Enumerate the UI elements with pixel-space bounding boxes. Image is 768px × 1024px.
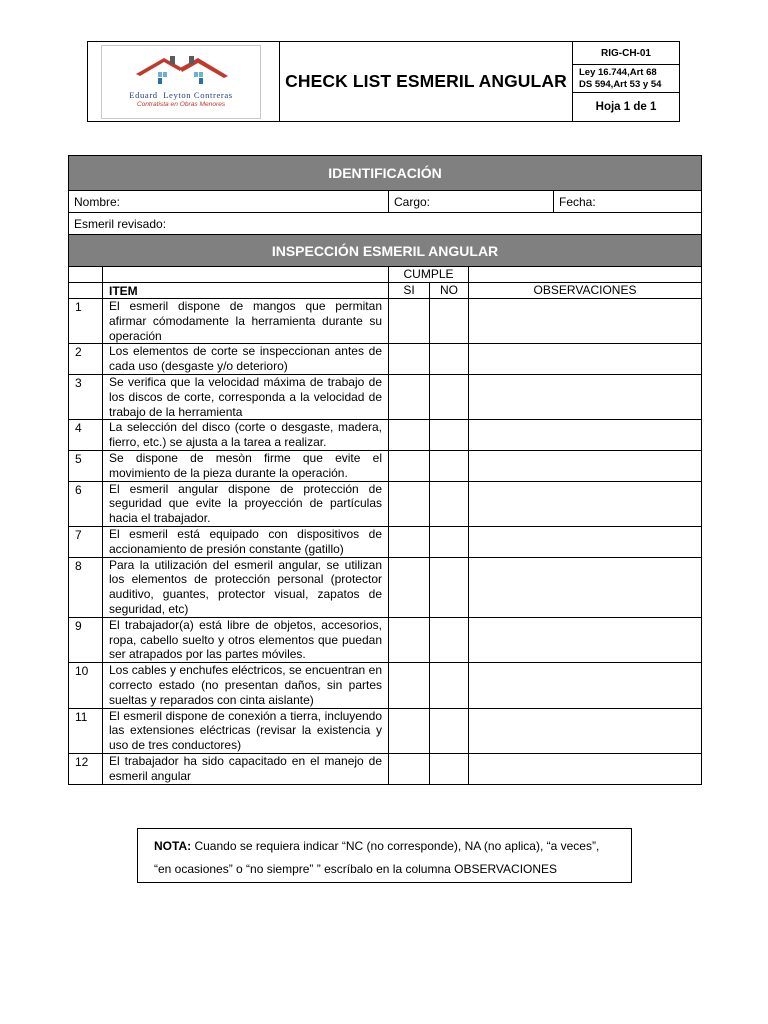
- si-checkbox-cell[interactable]: [389, 344, 430, 375]
- item-description: Se dispone de mesòn firme que evite el movimiento de la pieza durante la operación.: [103, 450, 389, 481]
- no-checkbox-cell[interactable]: [430, 299, 469, 344]
- si-checkbox-cell[interactable]: [389, 663, 430, 708]
- item-description: La selección del disco (corte o desgaste, madera, fierro, etc.) se ajusta a la tarea a realizar.: [103, 420, 389, 451]
- no-checkbox-cell[interactable]: [430, 753, 469, 784]
- logo-name-first: Eduard: [129, 90, 158, 100]
- si-checkbox-cell[interactable]: [389, 557, 430, 617]
- note-text: Cuando se requiera indicar “NC (no corresponde), NA (no aplica), “a veces”, “en ocasiones” o “no siempre” ” escríbalo en la columna OBSERVACIONES: [154, 839, 600, 876]
- checklist-row: [69, 663, 702, 708]
- blank-header-cell: [69, 267, 103, 283]
- item-description: Se verifica que la velocidad máxima de trabajo de los discos de corte, corresponda a la velocidad de trabajo de la herramienta: [103, 374, 389, 419]
- no-header: NO: [430, 283, 469, 299]
- company-logo: [101, 45, 261, 119]
- checklist-row: [69, 420, 702, 451]
- si-checkbox-cell[interactable]: [389, 708, 430, 753]
- item-description: Los cables y enchufes eléctricos, se encuentran en correcto estado (no presentan daños, sin partes sueltas y reparados con cinta aislante): [103, 663, 389, 708]
- item-number: 5: [69, 450, 103, 481]
- item-description: El trabajador ha sido capacitado en el manejo de esmeril angular: [103, 753, 389, 784]
- title-cell: [280, 42, 573, 121]
- si-checkbox-cell[interactable]: [389, 450, 430, 481]
- item-number: 2: [69, 344, 103, 375]
- legal-reference-line-2: DS 594,Art 53 y 54: [579, 78, 662, 90]
- observaciones-cell[interactable]: [469, 617, 702, 662]
- item-number: 3: [69, 374, 103, 419]
- logo-company-name: [102, 90, 260, 100]
- item-description: El esmeril está equipado con dispositivos de accionamiento de presión constante (gatillo): [103, 526, 389, 557]
- no-checkbox-cell[interactable]: [430, 481, 469, 526]
- observaciones-cell[interactable]: [469, 374, 702, 419]
- si-checkbox-cell[interactable]: [389, 526, 430, 557]
- nombre-field[interactable]: [69, 191, 389, 213]
- fecha-label: Fecha:: [559, 194, 596, 209]
- observaciones-cell[interactable]: [469, 663, 702, 708]
- no-checkbox-cell[interactable]: [430, 526, 469, 557]
- checklist-row: [69, 299, 702, 344]
- observaciones-cell[interactable]: [469, 299, 702, 344]
- checklist-row: [69, 344, 702, 375]
- logo-name-last: Leyton Contreras: [163, 90, 233, 100]
- logo-cell: [88, 42, 280, 121]
- item-description: Los elementos de corte se inspeccionan antes de cada uso (desgaste y/o deterioro): [103, 344, 389, 375]
- no-checkbox-cell[interactable]: [430, 374, 469, 419]
- item-number: 7: [69, 526, 103, 557]
- no-checkbox-cell[interactable]: [430, 617, 469, 662]
- si-checkbox-cell[interactable]: [389, 299, 430, 344]
- meta-cell: [573, 42, 679, 121]
- item-number: 12: [69, 753, 103, 784]
- no-checkbox-cell[interactable]: [430, 663, 469, 708]
- blank-header-cell: [469, 267, 702, 283]
- legal-reference: [573, 65, 679, 93]
- item-number: 10: [69, 663, 103, 708]
- item-description: El esmeril dispone de conexión a tierra, incluyendo las extensiones eléctricas (revisar la existencia y uso de tres conductores): [103, 708, 389, 753]
- checklist-row: [69, 481, 702, 526]
- blank-header-cell: [103, 267, 389, 283]
- no-checkbox-cell[interactable]: [430, 450, 469, 481]
- checklist-row: [69, 617, 702, 662]
- document-header: [87, 41, 680, 122]
- observaciones-cell[interactable]: [469, 344, 702, 375]
- no-checkbox-cell[interactable]: [430, 344, 469, 375]
- blank-header-cell: [69, 283, 103, 299]
- cumple-header: CUMPLE: [389, 267, 469, 283]
- checklist-row: [69, 753, 702, 784]
- item-number: 4: [69, 420, 103, 451]
- logo-tagline: Contratista en Obras Menores: [136, 101, 226, 108]
- item-description: El trabajador(a) está libre de objetos, accesorios, ropa, cabello suelto y otros elementos que puedan ser atrapados por las partes móviles.: [103, 617, 389, 662]
- item-number: 11: [69, 708, 103, 753]
- observaciones-cell[interactable]: [469, 557, 702, 617]
- si-header: SI: [389, 283, 430, 299]
- note-box: [137, 828, 632, 883]
- esmeril-revisado-field[interactable]: [69, 213, 702, 235]
- identification-heading: IDENTIFICACIÓN: [69, 156, 702, 191]
- item-number: 8: [69, 557, 103, 617]
- si-checkbox-cell[interactable]: [389, 374, 430, 419]
- observaciones-cell[interactable]: [469, 481, 702, 526]
- observaciones-cell[interactable]: [469, 526, 702, 557]
- fecha-field[interactable]: [554, 191, 702, 213]
- houses-icon: [134, 52, 230, 88]
- no-checkbox-cell[interactable]: [430, 557, 469, 617]
- observaciones-header: OBSERVACIONES: [469, 283, 702, 299]
- note-label: NOTA:: [154, 839, 192, 853]
- observaciones-cell[interactable]: [469, 708, 702, 753]
- cargo-field[interactable]: [389, 191, 554, 213]
- cargo-label: Cargo:: [394, 194, 431, 209]
- checklist-row: [69, 374, 702, 419]
- si-checkbox-cell[interactable]: [389, 481, 430, 526]
- item-description: El esmeril dispone de mangos que permitan afirmar cómodamente la herramienta durante su operación: [103, 299, 389, 344]
- item-description: Para la utilización del esmeril angular, se utilizan los elementos de protección personal (protector auditivo, guantes, protector visual, zapatos de seguridad, etc): [103, 557, 389, 617]
- checklist-row: [69, 450, 702, 481]
- observaciones-cell[interactable]: [469, 753, 702, 784]
- item-number: 9: [69, 617, 103, 662]
- si-checkbox-cell[interactable]: [389, 753, 430, 784]
- item-number: 6: [69, 481, 103, 526]
- page-indicator: Hoja 1 de 1: [595, 101, 657, 113]
- si-checkbox-cell[interactable]: [389, 420, 430, 451]
- checklist-rows: [69, 299, 702, 785]
- nombre-label: Nombre:: [74, 194, 121, 209]
- esmeril-revisado-label: Esmeril revisado:: [74, 216, 167, 231]
- document-code: RIG-CH-01: [573, 42, 679, 65]
- si-checkbox-cell[interactable]: [389, 617, 430, 662]
- inspection-heading: INSPECCIÓN ESMERIL ANGULAR: [69, 235, 702, 267]
- item-header: ITEM: [103, 283, 389, 299]
- no-checkbox-cell[interactable]: [430, 708, 469, 753]
- checklist-table: [68, 155, 702, 785]
- checklist-row: [69, 526, 702, 557]
- item-description: El esmeril angular dispone de protección de seguridad que evite la proyección de partículas hacia el trabajador.: [103, 481, 389, 526]
- document-title: CHECK LIST ESMERIL ANGULAR: [285, 71, 567, 91]
- observaciones-cell[interactable]: [469, 450, 702, 481]
- observaciones-cell[interactable]: [469, 420, 702, 451]
- checklist-row: [69, 557, 702, 617]
- no-checkbox-cell[interactable]: [430, 420, 469, 451]
- item-number: 1: [69, 299, 103, 344]
- legal-reference-line-1: Ley 16.744,Art 68: [579, 67, 657, 78]
- checklist-row: [69, 708, 702, 753]
